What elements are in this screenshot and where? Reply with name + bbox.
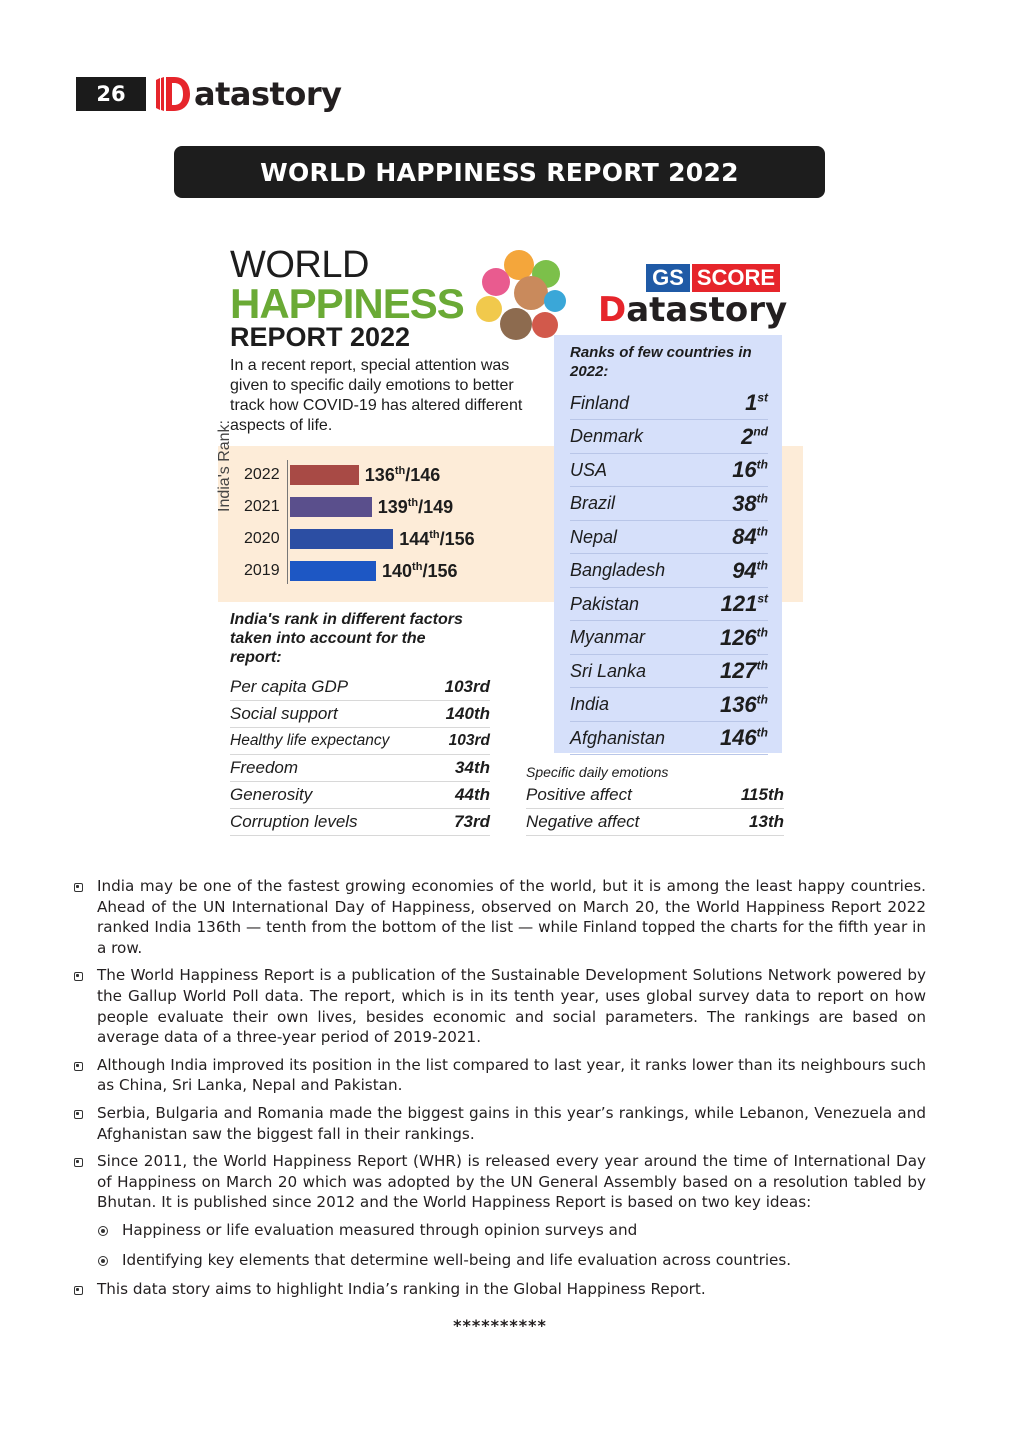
sub-bullet-icon bbox=[98, 1256, 108, 1266]
bullet-item: Although India improved its position in the list compared to last year, it ranks lower than its neighbours such as China, Sri Lanka, Nepal and Pakistan. bbox=[74, 1055, 926, 1096]
factors-title: India's rank in different factors taken into account for the report: bbox=[230, 611, 463, 666]
bullet-icon bbox=[74, 1158, 83, 1167]
country-name: Nepal bbox=[570, 526, 618, 547]
country-name: USA bbox=[570, 459, 608, 480]
bullet-item: India may be one of the fastest growing economies of the world, but it is among the least happy countries. Ahead of the UN International Day of Happiness, observed on March 20, the World Happiness Report 2022 ranked India 136th — tenth from the bottom of the list — while Finland topped the charts for the fifth year in a row. bbox=[74, 876, 926, 958]
emotion-row bbox=[526, 782, 784, 809]
factor-value: 73rd bbox=[454, 812, 490, 831]
bullet-icon bbox=[74, 883, 83, 892]
country-rank: 127th bbox=[719, 658, 768, 683]
bullet-item: Since 2011, the World Happiness Report (WHR) is released every year around the time of International Day of Happiness on March 20 which was adopted by the UN General Assembly based on a resolution tabled by Bhutan. It is published since 2012 and the World Happiness Report is based on two key ideas: bbox=[74, 1151, 926, 1213]
country-rank-row bbox=[570, 655, 768, 688]
emotion-value: 115th bbox=[740, 785, 784, 804]
bullet-item: The World Happiness Report is a publication of the Sustainable Development Solutions Network powered by the Gallup World Poll data. The report, which is in its tenth year, uses global survey data to report on how people evaluate their own lives, besides economic and social parameters. The rankings are based on average data of a three-year period of 2019-2021. bbox=[74, 965, 926, 1047]
factor-label: Corruption levels bbox=[230, 812, 358, 831]
year-label: 2019 bbox=[244, 562, 280, 579]
country-rank-row bbox=[570, 488, 768, 521]
country-name: Pakistan bbox=[570, 593, 640, 614]
country-rank: 1st bbox=[745, 390, 768, 415]
country-rank: 16th bbox=[732, 457, 768, 482]
sub-bullet-item: Identifying key elements that determine well-being and life evaluation across countries. bbox=[74, 1250, 926, 1271]
brand-header bbox=[154, 72, 341, 116]
india-rank-row-2021 bbox=[244, 496, 453, 518]
country-name: Sri Lanka bbox=[570, 660, 647, 681]
brand-name: atastory bbox=[194, 75, 342, 113]
country-ranks-panel bbox=[554, 335, 782, 753]
bullet-item: This data story aims to highlight India’s ranking in the Global Happiness Report. bbox=[74, 1279, 926, 1300]
india-rank-row-2020 bbox=[244, 528, 475, 550]
content bbox=[74, 876, 926, 1307]
page-title: WORLD HAPPINESS REPORT 2022 bbox=[174, 146, 825, 198]
country-name: Denmark bbox=[570, 426, 644, 446]
factor-row bbox=[230, 674, 490, 701]
rank-value: 139th/149 bbox=[377, 496, 454, 517]
bullet-icon bbox=[74, 1062, 83, 1071]
india-rank-axis-label: India's Rank: bbox=[216, 420, 233, 512]
bullet-icon bbox=[74, 1110, 83, 1119]
country-rank: 121st bbox=[720, 591, 768, 616]
country-name: Myanmar bbox=[570, 627, 646, 647]
factor-value: 103rd bbox=[448, 732, 490, 749]
logo-score: SCORE bbox=[692, 264, 780, 292]
rank-bar bbox=[290, 465, 359, 485]
country-name: India bbox=[570, 694, 610, 714]
country-rank: 94th bbox=[732, 557, 768, 583]
country-rank-row bbox=[570, 588, 768, 621]
india-rank-row-2022 bbox=[244, 464, 440, 486]
factor-label: Social support bbox=[230, 704, 338, 723]
rank-bar bbox=[290, 529, 393, 549]
bullet-icon bbox=[74, 972, 83, 981]
factor-row bbox=[230, 809, 490, 836]
country-name: Finland bbox=[570, 392, 630, 413]
logo-initial: D bbox=[598, 290, 627, 330]
bullet-icon bbox=[74, 1286, 83, 1295]
factor-row bbox=[230, 755, 490, 782]
year-label: 2020 bbox=[244, 530, 280, 547]
country-rank-row bbox=[570, 387, 768, 420]
emotion-value: 13th bbox=[749, 812, 784, 831]
factor-value: 140th bbox=[445, 704, 490, 723]
rank-value: 144th/156 bbox=[399, 528, 475, 549]
rank-bar bbox=[290, 497, 372, 517]
datastory-logo-icon bbox=[154, 74, 192, 114]
faces-collage-icon bbox=[474, 246, 566, 346]
country-rank-row bbox=[570, 454, 768, 487]
factor-label: Freedom bbox=[230, 758, 299, 777]
emotion-row bbox=[526, 809, 784, 836]
gs-score-logo bbox=[646, 264, 780, 292]
rank-bar bbox=[290, 561, 376, 581]
country-rank: 146th bbox=[719, 725, 768, 750]
factor-value: 34th bbox=[455, 758, 490, 777]
factor-label: Healthy life expectancy bbox=[230, 732, 390, 749]
year-label: 2021 bbox=[244, 498, 280, 515]
year-label: 2022 bbox=[244, 466, 280, 483]
page-number: 26 bbox=[76, 77, 146, 111]
factor-row bbox=[230, 782, 490, 809]
country-rank: 84th bbox=[732, 524, 768, 549]
country-name: Bangladesh bbox=[570, 560, 666, 580]
country-name: Brazil bbox=[570, 493, 616, 513]
factor-label: Per capita GDP bbox=[230, 677, 349, 696]
country-rank-row bbox=[570, 622, 768, 655]
rank-value: 136th/146 bbox=[364, 464, 441, 485]
country-rank-row bbox=[570, 689, 768, 722]
country-rank-row bbox=[570, 555, 768, 588]
emotion-label: Positive affect bbox=[526, 785, 632, 804]
emotions-title: Specific daily emotions bbox=[526, 764, 669, 780]
factor-row bbox=[230, 728, 490, 755]
factor-row bbox=[230, 701, 490, 728]
factor-value: 44th bbox=[455, 785, 490, 804]
logo-gs: GS bbox=[646, 264, 690, 292]
infographic-datastory-logo bbox=[598, 290, 787, 330]
country-rank-row bbox=[570, 421, 768, 454]
infographic-title-line2: HAPPINESS bbox=[230, 280, 464, 327]
sub-bullet-item: Happiness or life evaluation measured through opinion surveys and bbox=[74, 1220, 926, 1241]
bullet-item: Serbia, Bulgaria and Romania made the biggest gains in this year’s rankings, while Lebanon, Venezuela and Afghanistan saw the biggest fall in their rankings. bbox=[74, 1103, 926, 1144]
emotion-label: Negative affect bbox=[526, 812, 640, 831]
factor-value: 103rd bbox=[444, 677, 490, 696]
country-rank: 38th bbox=[732, 490, 768, 516]
country-rank: 2nd bbox=[741, 423, 768, 449]
infographic-title-line3: REPORT 2022 bbox=[230, 322, 411, 352]
country-rank: 136th bbox=[719, 691, 768, 717]
country-rank: 126th bbox=[719, 624, 768, 650]
india-rank-row-2019 bbox=[244, 560, 457, 582]
logo-datastory-text: atastory bbox=[626, 290, 788, 330]
infographic-intro: In a recent report, special attention was given to specific daily emotions to better track how COVID-19 has altered different aspects of life. bbox=[230, 357, 523, 434]
infographic bbox=[218, 244, 808, 844]
infographic-title-line1: WORLD bbox=[230, 244, 369, 286]
factor-label: Generosity bbox=[230, 785, 313, 804]
sub-bullet-icon bbox=[98, 1226, 108, 1236]
end-marker: ********** bbox=[453, 1316, 547, 1335]
country-rank-row bbox=[570, 722, 768, 755]
country-name: Afghanistan bbox=[570, 727, 666, 748]
rank-value: 140th/156 bbox=[382, 560, 458, 581]
ranks-title: Ranks of few countries in 2022: bbox=[570, 344, 752, 380]
country-rank-row bbox=[570, 521, 768, 554]
